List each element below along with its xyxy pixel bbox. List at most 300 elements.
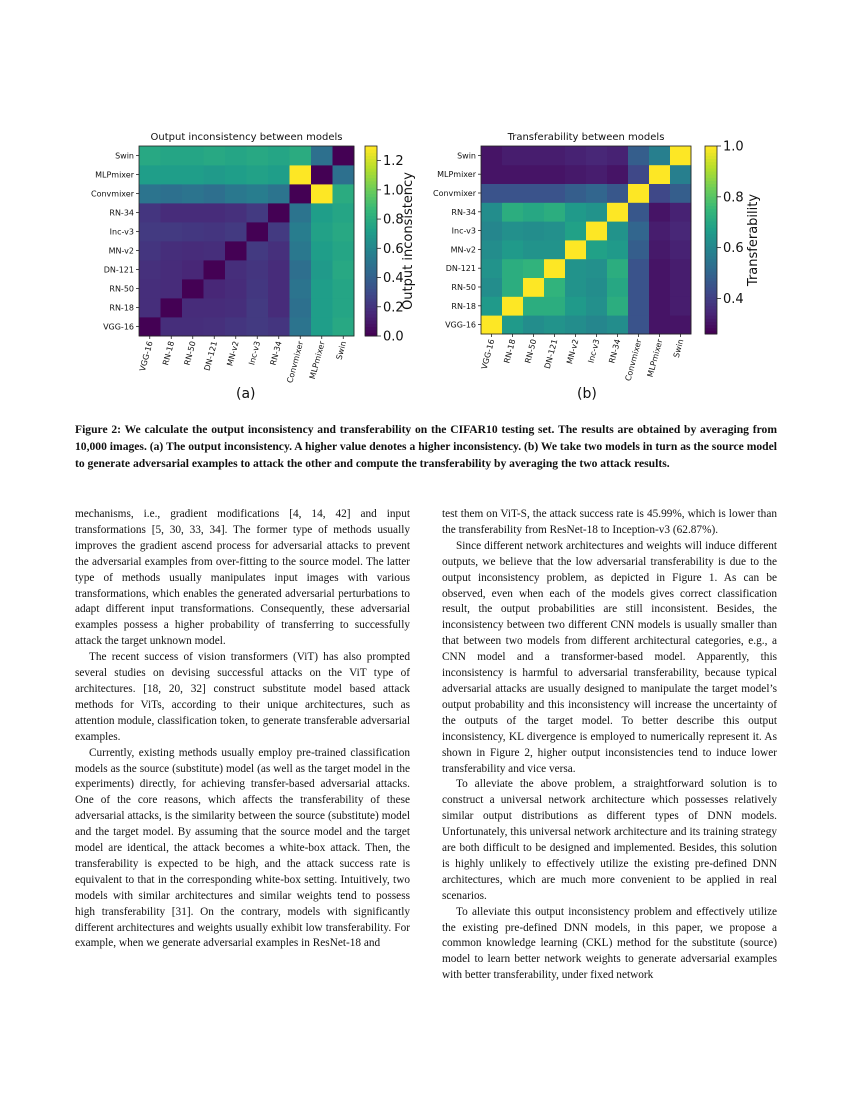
heatmap-cell	[607, 165, 628, 184]
colorbar-segment	[705, 265, 717, 269]
heatmap-cell	[290, 241, 312, 260]
heatmap-cell	[607, 259, 628, 278]
colorbar-tick-label: 0.4	[383, 271, 404, 287]
heatmap-cell	[139, 279, 161, 298]
heatmap-cell	[268, 146, 290, 165]
heatmap-cell	[182, 184, 204, 203]
heatmap-cell	[311, 298, 333, 317]
y-tick-label: Convmixer	[91, 189, 134, 199]
y-tick-label: Swin	[457, 151, 476, 161]
heatmap-cell	[333, 298, 355, 317]
colorbar-segment	[365, 159, 377, 163]
heatmap-cell	[544, 278, 565, 297]
heatmap-cell	[290, 260, 312, 279]
heatmap-cell	[523, 240, 544, 259]
heatmap-cell	[586, 165, 607, 184]
heatmap-cell	[290, 279, 312, 298]
chart-title: Transferability between models	[507, 132, 665, 143]
heatmap-cell	[565, 296, 586, 315]
heatmap-cell	[204, 317, 226, 336]
y-tick-label: MLPmixer	[437, 170, 476, 180]
heatmap-cell	[565, 315, 586, 334]
x-tick-label: MN-v2	[225, 340, 241, 368]
colorbar-segment	[365, 156, 377, 160]
y-tick-label: Swin	[115, 151, 134, 161]
heatmap-cell	[247, 184, 269, 203]
heatmap-cell	[204, 203, 226, 222]
heatmap-cell	[670, 240, 691, 259]
heatmap-cell	[290, 317, 312, 336]
colorbar-tick-label: 1.0	[723, 139, 744, 155]
sub-label-b: (b)	[577, 386, 597, 402]
figure-caption: Figure 2: We calculate the output inconsistency and transferability on the CIFAR10 testing set. The results are obtained by averaging from 10,000 images. (a) The output inconsistency. A higher value denotes a higher inconsistency. (b) We take two models in turn as the source model to generate adversarial examples to attack the other and compute the transferability by averaging the two attack results.	[75, 423, 777, 470]
colorbar-segment	[365, 292, 377, 296]
heatmap-cell	[523, 278, 544, 297]
heatmap-cell	[502, 315, 523, 334]
heatmap-cell	[268, 203, 290, 222]
heatmap-cell	[670, 146, 691, 165]
heatmap-cell	[628, 240, 649, 259]
y-tick-label: VGG-16	[103, 322, 134, 332]
heatmap-cell	[670, 202, 691, 221]
heatmap-cell	[649, 259, 670, 278]
y-tick-label: Inc-v3	[109, 227, 134, 237]
colorbar-segment	[705, 162, 717, 166]
heatmap-cell	[182, 165, 204, 184]
y-tick-label: MN-v2	[108, 246, 134, 256]
heatmap-cell	[565, 221, 586, 240]
colorbar-segment	[365, 270, 377, 274]
heatmap-cell	[225, 184, 247, 203]
figure-2	[0, 0, 850, 415]
heatmap-cell	[502, 146, 523, 165]
heatmap-cell	[523, 315, 544, 334]
heatmap-cell	[161, 203, 183, 222]
heatmap-cell	[670, 315, 691, 334]
colorbar-segment	[705, 149, 717, 153]
heatmap-cell	[607, 296, 628, 315]
heatmap-cell	[311, 317, 333, 336]
colorbar-segment	[365, 244, 377, 248]
heatmap-cell	[161, 184, 183, 203]
paragraph: To alleviate the above problem, a straightforward solution is to construct a universal network architecture which possesses relatively similar output distributions as different types of DNN models. Unfortunately, this universal network architecture and its training strategy are both difficult to be designed and implemented. Besides, this solution is highly unlikely to effectively utilize the existing pre-defined DNN architectures, which are much more convenient to be applied in real scenarios.	[442, 778, 777, 902]
colorbar-label: Transferability	[746, 193, 761, 287]
heatmap-cell	[182, 279, 204, 298]
heatmap-cell	[333, 146, 355, 165]
heatmap-cell	[311, 279, 333, 298]
heatmap-cell	[481, 146, 502, 165]
heatmap-cell	[311, 203, 333, 222]
heatmap-cell	[204, 165, 226, 184]
colorbar-segment	[705, 287, 717, 291]
heatmap-cell	[544, 259, 565, 278]
colorbar-segment	[705, 187, 717, 191]
heatmap-cell	[311, 241, 333, 260]
heatmap-cell	[523, 296, 544, 315]
heatmap-cell	[139, 165, 161, 184]
heatmap-cell	[139, 203, 161, 222]
colorbar-segment	[705, 256, 717, 260]
heatmap-cell	[247, 146, 269, 165]
heatmap-cell	[204, 260, 226, 279]
heatmap-cell	[565, 146, 586, 165]
heatmap-cell	[225, 203, 247, 222]
colorbar-tick-label: 0.6	[383, 241, 404, 257]
colorbar-segment	[365, 327, 377, 331]
heatmap-cell	[607, 278, 628, 297]
x-tick-label: VGG-16	[479, 338, 497, 371]
heatmap-cell	[502, 202, 523, 221]
heatmap-cell	[225, 222, 247, 241]
y-tick-label: RN-34	[451, 207, 476, 217]
paragraph: To alleviate this output inconsistency problem and effectively utilize the existing pre-defined DNN models, in this paper, we propose a common knowledge learning (CKL) method for the substitute (source) model to learn better network weights to generate adversarial examples with better transferability, under fixed network	[442, 905, 777, 982]
x-tick-label: DN-121	[542, 338, 560, 370]
left-column	[75, 507, 410, 952]
heatmap-cell	[523, 184, 544, 203]
colorbar-segment	[365, 317, 377, 321]
colorbar-segment	[705, 290, 717, 294]
chart-title: Output inconsistency between models	[150, 132, 343, 143]
colorbar-segment	[365, 295, 377, 299]
heatmap-cell	[607, 184, 628, 203]
heatmap-cell	[311, 146, 333, 165]
y-tick-label: VGG-16	[445, 320, 476, 330]
heatmap-cell	[225, 317, 247, 336]
colorbar-segment	[365, 251, 377, 255]
y-tick-label: RN-50	[109, 284, 134, 294]
heatmap-cell	[628, 278, 649, 297]
colorbar-segment	[705, 315, 717, 319]
colorbar-label: Output inconsistency	[401, 172, 416, 310]
heatmap-cell	[333, 165, 355, 184]
y-tick-label: Inc-v3	[451, 226, 476, 236]
x-tick-label: VGG-16	[137, 340, 155, 373]
colorbar-segment	[365, 314, 377, 318]
colorbar-segment	[705, 259, 717, 263]
heatmap-cell	[481, 240, 502, 259]
colorbar-segment	[705, 193, 717, 197]
colorbar-segment	[365, 216, 377, 220]
heatmap-cell	[182, 260, 204, 279]
colorbar-segment	[365, 152, 377, 156]
heatmap-cell	[204, 298, 226, 317]
heatmap-cell	[290, 146, 312, 165]
heatmap-cell	[544, 221, 565, 240]
heatmap-cell	[628, 165, 649, 184]
colorbar-segment	[705, 199, 717, 203]
sub-label-a: (a)	[236, 386, 256, 402]
paragraph: test them on ViT-S, the attack success rate is 45.99%, which is lower than the transferability from ResNet-18 to Inception-v3 (62.87%).	[442, 508, 777, 536]
heatmap-cell	[161, 146, 183, 165]
y-tick-label: RN-50	[451, 283, 476, 292]
heatmap-cell	[544, 202, 565, 221]
colorbar-segment	[705, 196, 717, 200]
heatmap-cell	[161, 279, 183, 298]
y-tick-label: RN-18	[451, 301, 476, 311]
x-tick-label: RN-18	[161, 340, 177, 367]
colorbar-tick-label: 1.0	[383, 183, 404, 199]
heatmap-cell	[182, 203, 204, 222]
heatmap-cell	[204, 146, 226, 165]
heatmap-cell	[161, 241, 183, 260]
heatmap-cell	[161, 260, 183, 279]
heatmap-cell	[333, 222, 355, 241]
heatmap-cell	[649, 278, 670, 297]
x-tick-label: RN-50	[182, 340, 198, 367]
y-tick-label: Convmixer	[433, 189, 476, 198]
heatmap-cell	[225, 165, 247, 184]
x-tick-label: Swin	[334, 340, 349, 361]
colorbar-segment	[705, 246, 717, 250]
heatmap-cell	[225, 146, 247, 165]
heatmap-cell	[565, 202, 586, 221]
heatmap-cell	[247, 222, 269, 241]
heatmap-cell	[565, 165, 586, 184]
heatmap-cell	[586, 315, 607, 334]
colorbar-segment	[705, 300, 717, 304]
colorbar-segment	[365, 209, 377, 213]
colorbar-segment	[365, 175, 377, 179]
heatmap-cell	[268, 184, 290, 203]
colorbar-segment	[365, 254, 377, 258]
colorbar-segment	[705, 274, 717, 278]
heatmap-cell	[247, 298, 269, 317]
colorbar-segment	[365, 184, 377, 188]
heatmap-cell	[247, 317, 269, 336]
heatmap-cell	[670, 221, 691, 240]
colorbar-segment	[365, 289, 377, 293]
colorbar-segment	[365, 149, 377, 153]
colorbar-tick-label: 0.6	[723, 241, 744, 257]
heatmap-cell	[333, 260, 355, 279]
heatmap-cell	[247, 241, 269, 260]
heatmap-cell	[139, 222, 161, 241]
heatmap-cell	[161, 222, 183, 241]
colorbar-segment	[705, 293, 717, 297]
heatmap-cell	[670, 296, 691, 315]
heatmap-cell	[502, 278, 523, 297]
colorbar-segment	[365, 219, 377, 223]
x-tick-label: Inc-v3	[586, 338, 602, 365]
colorbar-segment	[365, 187, 377, 191]
heatmap-cell	[607, 240, 628, 259]
colorbar-segment	[705, 306, 717, 310]
y-tick-label: DN-121	[103, 265, 134, 275]
colorbar-segment	[705, 155, 717, 159]
colorbar-segment	[705, 171, 717, 175]
heatmap-cell	[333, 203, 355, 222]
heatmap-cell	[290, 203, 312, 222]
heatmap-cell	[481, 221, 502, 240]
y-tick-label: MN-v2	[450, 245, 476, 255]
colorbar-segment	[705, 321, 717, 325]
heatmap-cell	[628, 259, 649, 278]
heatmap-cell	[607, 221, 628, 240]
x-tick-label: DN-121	[202, 340, 220, 372]
colorbar-segment	[365, 203, 377, 207]
heatmap-cell	[333, 279, 355, 298]
heatmap-cell	[268, 279, 290, 298]
heatmap-cell	[649, 184, 670, 203]
heatmap-cell	[523, 259, 544, 278]
colorbar-tick-label: 0.8	[383, 212, 404, 228]
heatmap-cell	[268, 241, 290, 260]
colorbar-segment	[705, 227, 717, 231]
heatmap-cell	[204, 241, 226, 260]
heatmap-cell	[481, 296, 502, 315]
heatmap-cell	[182, 317, 204, 336]
heatmap-cell	[628, 202, 649, 221]
colorbar-segment	[365, 228, 377, 232]
heatmap-cell	[523, 165, 544, 184]
heatmap-cell	[139, 241, 161, 260]
heatmap-cell	[586, 146, 607, 165]
heatmap-cell	[311, 165, 333, 184]
heatmap-cell	[139, 184, 161, 203]
heatmap-cell	[333, 317, 355, 336]
heatmap-cell	[481, 315, 502, 334]
x-tick-label: MN-v2	[565, 338, 581, 366]
x-tick-label: Inc-v3	[247, 340, 263, 367]
heatmap-cell	[544, 184, 565, 203]
heatmap-cell	[586, 221, 607, 240]
x-tick-label: Swin	[671, 338, 686, 359]
colorbar-tick-label: 0.2	[383, 300, 404, 316]
heatmap-cell	[502, 184, 523, 203]
colorbar-tick-label: 0.8	[723, 190, 744, 206]
colorbar-segment	[705, 328, 717, 332]
heatmap-cell	[247, 279, 269, 298]
heatmap-cell	[649, 146, 670, 165]
y-tick-label: RN-18	[109, 303, 134, 313]
heatmap-cell	[670, 278, 691, 297]
heatmap-cell	[607, 146, 628, 165]
y-tick-label: RN-34	[109, 208, 134, 218]
colorbar-segment	[705, 180, 717, 184]
colorbar-segment	[365, 279, 377, 283]
heatmap-cell	[311, 260, 333, 279]
heatmap-cell	[225, 260, 247, 279]
heatmap-cell	[333, 184, 355, 203]
colorbar-segment	[705, 168, 717, 172]
heatmap-cell	[502, 296, 523, 315]
colorbar-segment	[365, 323, 377, 327]
colorbar-segment	[705, 190, 717, 194]
colorbar-segment	[365, 178, 377, 182]
colorbar-segment	[365, 260, 377, 264]
colorbar-segment	[705, 281, 717, 285]
heatmap-cell	[628, 184, 649, 203]
colorbar-segment	[365, 200, 377, 204]
heatmap-cell	[565, 184, 586, 203]
colorbar-segment	[705, 174, 717, 178]
heatmap-cell	[268, 165, 290, 184]
heatmap-cell	[586, 240, 607, 259]
colorbar-segment	[365, 308, 377, 312]
colorbar-segment	[705, 262, 717, 266]
heatmap-cell	[311, 222, 333, 241]
heatmap-cell	[586, 259, 607, 278]
heatmap-cell	[544, 165, 565, 184]
colorbar-segment	[365, 194, 377, 198]
heatmap-cell	[649, 165, 670, 184]
heatmap-cell	[502, 221, 523, 240]
heatmap-cell	[502, 259, 523, 278]
heatmap-cell	[139, 298, 161, 317]
heatmap-cell	[247, 165, 269, 184]
colorbar-segment	[365, 238, 377, 242]
colorbar-segment	[705, 159, 717, 163]
colorbar-segment	[365, 241, 377, 245]
colorbar-segment	[365, 247, 377, 251]
colorbar-segment	[365, 190, 377, 194]
colorbar-segment	[705, 209, 717, 213]
colorbar-segment	[705, 325, 717, 329]
heatmap-cell	[268, 298, 290, 317]
heatmap-cell	[161, 317, 183, 336]
colorbar-segment	[365, 282, 377, 286]
heatmap-cell	[161, 165, 183, 184]
colorbar-segment	[365, 298, 377, 302]
colorbar-segment	[705, 165, 717, 169]
colorbar-segment	[365, 285, 377, 289]
colorbar-segment	[705, 284, 717, 288]
colorbar-tick-label: 0.4	[723, 291, 744, 307]
heatmap-cell	[565, 259, 586, 278]
heatmap-cell	[290, 222, 312, 241]
colorbar-segment	[365, 168, 377, 172]
heatmap-cell	[182, 298, 204, 317]
heatmap-cell	[670, 259, 691, 278]
colorbar-segment	[705, 268, 717, 272]
colorbar-segment	[705, 243, 717, 247]
colorbar-segment	[705, 231, 717, 235]
colorbar-segment	[365, 222, 377, 226]
colorbar-segment	[705, 224, 717, 228]
heatmap-cell	[481, 278, 502, 297]
colorbar-segment	[365, 235, 377, 239]
colorbar-segment	[365, 304, 377, 308]
colorbar-segment	[365, 257, 377, 261]
heatmap-cell	[481, 259, 502, 278]
heatmap-cell	[628, 146, 649, 165]
y-tick-label: DN-121	[445, 264, 476, 274]
heatmap-cell	[502, 165, 523, 184]
heatmap-cell	[586, 278, 607, 297]
heatmap-cell	[182, 146, 204, 165]
colorbar-segment	[705, 303, 717, 307]
heatmap-cell	[649, 221, 670, 240]
colorbar-segment	[365, 165, 377, 169]
colorbar-segment	[705, 249, 717, 253]
heatmap-cell	[670, 165, 691, 184]
heatmap-cell	[139, 317, 161, 336]
heatmap-cell	[649, 202, 670, 221]
colorbar-segment	[365, 301, 377, 305]
colorbar-segment	[365, 162, 377, 166]
colorbar-segment	[705, 237, 717, 241]
heatmap-cell	[139, 260, 161, 279]
heatmap-cell	[225, 241, 247, 260]
heatmap-cell	[544, 296, 565, 315]
heatmap-cell	[670, 184, 691, 203]
heatmap-cell	[523, 221, 544, 240]
heatmap-cell	[628, 315, 649, 334]
heatmap-cell	[290, 298, 312, 317]
colorbar-segment	[365, 311, 377, 315]
x-tick-label: Convmixer	[285, 340, 306, 385]
heatmap-cell	[225, 298, 247, 317]
